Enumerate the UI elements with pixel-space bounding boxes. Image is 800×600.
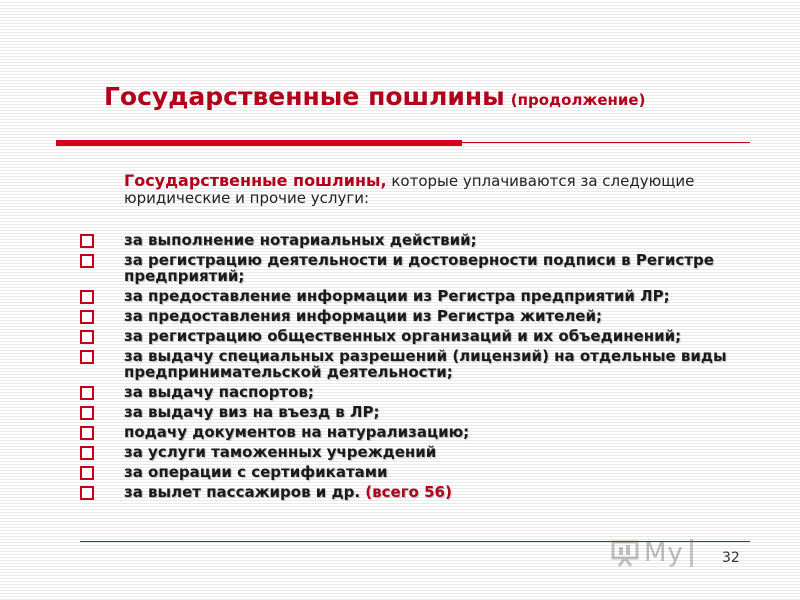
square-bullet-icon [80,486,94,500]
list-item-text: за выдачу специальных разрешений (лицензий) на отдельные виды предпринимательской деятельности; [124,347,727,381]
list-item-text: подачу документов на натурализацию; [124,423,470,441]
list-item [80,464,780,480]
square-bullet-icon [80,290,94,304]
list-item-accent: (всего 56) [365,483,452,501]
square-bullet-icon [80,330,94,344]
square-bullet-icon [80,466,94,480]
title-underline-bar [56,140,462,146]
list-item-text: за регистрацию общественных организаций и их объединений; [124,327,682,345]
slide-title [104,82,645,111]
list-item-text: за выдачу паспортов; [124,383,314,401]
watermark-logo [610,538,693,568]
list-item [80,444,780,460]
slide-title-subtitle: (продолжение) [510,91,646,109]
intro-lead: Государственные пошлины, [124,171,387,190]
square-bullet-icon [80,254,94,268]
square-bullet-icon [80,426,94,440]
intro-rest: которые уплачиваются за следующие юридические и прочие услуги: [124,172,695,207]
list-item-text: за услуги таможенных учреждений [124,443,437,461]
list-item [80,424,780,440]
page-number: 32 [722,550,740,566]
watermark-bar [690,539,693,567]
list-item-text: за регистрацию деятельности и достоверности подписи в Регистре предприятий; [124,251,714,285]
list-item [80,384,780,400]
square-bullet-icon [80,446,94,460]
slide-title-main: Государственные пошлины [104,82,505,111]
square-bullet-icon [80,406,94,420]
presentation-icon [610,539,640,567]
square-bullet-icon [80,234,94,248]
list-item [80,404,780,420]
list-item [80,288,780,304]
list-item-text: за операции с сертификатами [124,463,388,481]
list-item-text: за выдачу виз на въезд в ЛР; [124,403,380,421]
watermark-text: My [644,538,684,568]
list-item [80,328,780,344]
list-item [80,308,780,324]
title-underline-line [462,142,750,143]
list-item [80,484,780,500]
list-item-text: за предоставление информации из Регистра предприятий ЛР; [124,287,670,305]
list-item [80,348,780,380]
square-bullet-icon [80,386,94,400]
square-bullet-icon [80,350,94,364]
square-bullet-icon [80,310,94,324]
list-item-text: за выполнение нотариальных действий; [124,231,477,249]
list-item [80,232,780,248]
list-item-text: за вылет пассажиров и др. [124,483,361,501]
list-item [80,252,780,284]
intro-paragraph [124,172,744,207]
list-item-text: за предоставления информации из Регистра жителей; [124,307,602,325]
services-list [80,232,780,504]
